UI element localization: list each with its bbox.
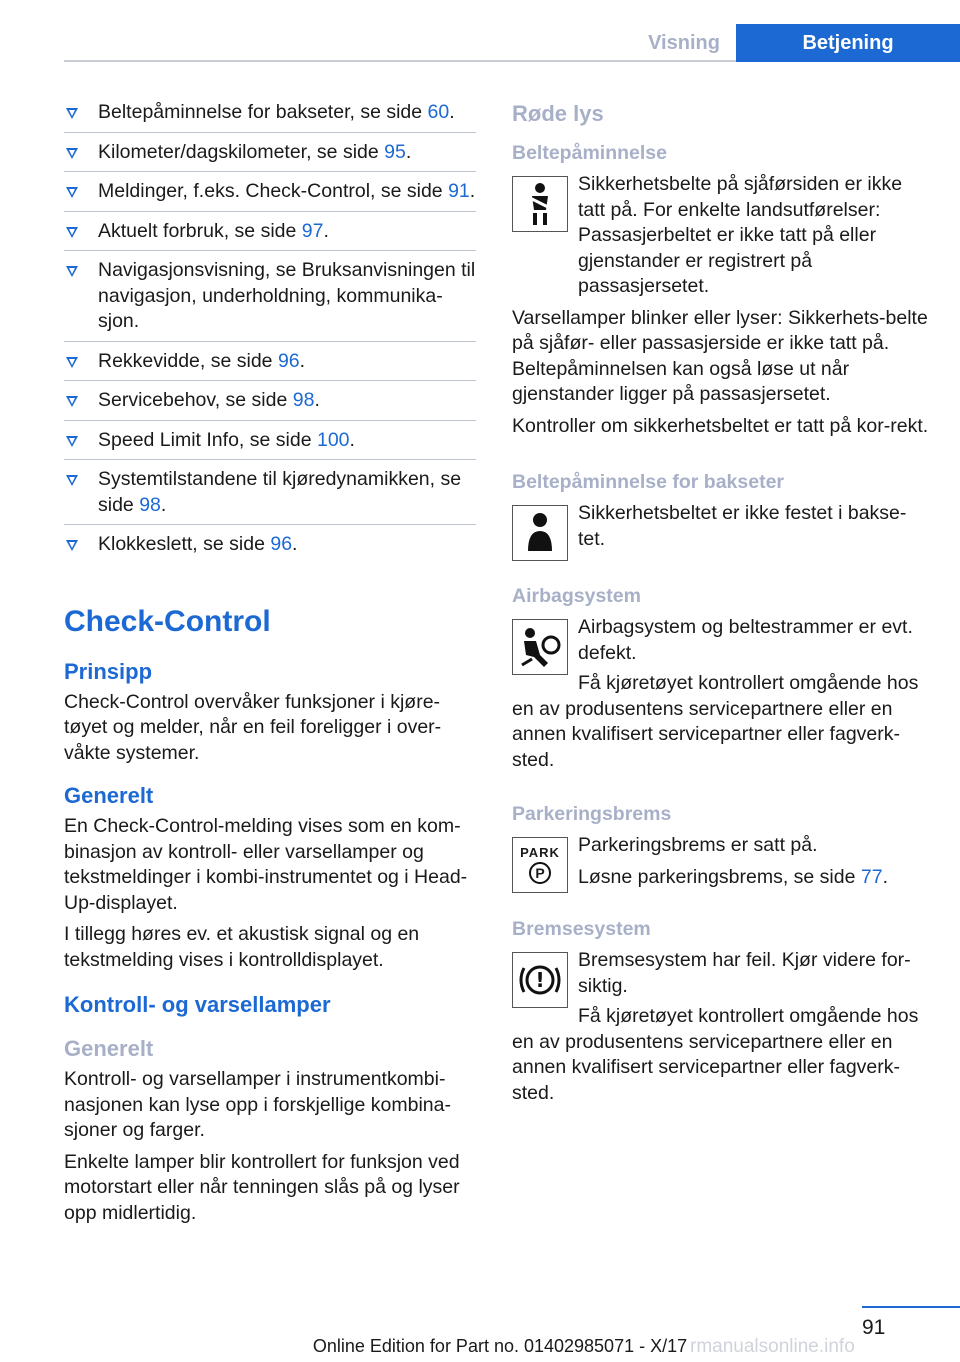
left-column xyxy=(64,100,476,1232)
heading-rode-lys: Røde lys xyxy=(512,101,604,126)
list-item: Klokkeslett, se side 96. xyxy=(64,532,476,564)
warning-row-brake-system xyxy=(512,948,932,1004)
warning-row-airbag xyxy=(512,615,932,671)
triangle-bullet-icon xyxy=(66,266,78,277)
list-item: Navigasjonsvisning, se Bruksanvisningen til navigasjon, underholdning, kommunika‐sjon. xyxy=(64,258,476,342)
paragraph: Bremsesystem har feil. Kjør videre for‐siktig. xyxy=(578,949,911,997)
section-title-check-control: Check-Control xyxy=(64,604,271,638)
page-number: 91 xyxy=(862,1316,886,1339)
paragraph: I tillegg høres ev. et akustisk signal og en tekstmelding vises i kontrolldisplayet. xyxy=(64,923,420,971)
warning-row-seatbelt xyxy=(512,172,932,300)
edition-text: Online Edition for Part no. 01402985071 - X/17 xyxy=(312,1336,688,1356)
parking-brake-icon: PARK P xyxy=(512,837,568,893)
page-link[interactable]: 60 xyxy=(427,101,450,123)
triangle-bullet-icon xyxy=(66,108,78,119)
rear-seatbelt-icon xyxy=(512,505,568,561)
bullet-list xyxy=(64,100,476,564)
list-item: Rekkevidde, se side 96. xyxy=(64,349,476,382)
heading-prinsipp: Prinsipp xyxy=(64,658,153,684)
heading-parkeringsbrems: Parkeringsbrems xyxy=(512,803,672,825)
warning-row-parking-brake xyxy=(512,833,932,890)
paragraph: Få kjøretøyet kontrollert omgående hos en av produsentens servicepartnere eller en annen kvalifisert servicepartner eller fagverk‐sted. xyxy=(512,672,919,771)
page-link[interactable]: 97 xyxy=(301,219,324,242)
heading-beltepaminnelse: Beltepåminnelse xyxy=(512,142,667,164)
heading-bremsesystem: Bremsesystem xyxy=(512,918,651,940)
triangle-bullet-icon xyxy=(66,227,78,238)
paragraph: En Check-Control-melding vises som en kom‐binasjon av kontroll- eller varsellamper og tekstmeldinger i kombi-instrumentet og i Head-Up-displayet. xyxy=(64,815,468,914)
list-item: Beltepåminnelse for bakseter, se side 60. xyxy=(64,100,476,133)
heading-generelt: Generelt xyxy=(64,783,154,808)
page-link[interactable]: 91 xyxy=(448,180,470,202)
list-item: Speed Limit Info, se side 100. xyxy=(64,428,476,461)
page-link[interactable]: 96 xyxy=(270,533,293,555)
heading-generelt-2: Generelt xyxy=(64,1036,154,1061)
paragraph: Varsellamper blinker eller lyser: Sikkerhets‐belte på sjåfør- eller passasjerside er ikke tatt på. Beltepåminnelsen kan også løse ut når gjenstander ligger på passasjersetet. xyxy=(512,306,928,405)
footer-rule xyxy=(862,1306,960,1308)
heading-beltepaminnelse-bakseter: Beltepåminnelse for bakseter xyxy=(512,471,785,493)
paragraph: Kontroller om sikkerhetsbeltet er tatt på kor‐rekt. xyxy=(512,414,929,437)
list-item: Servicebehov, se side 98. xyxy=(64,388,476,421)
seatbelt-warning-icon xyxy=(512,176,568,232)
paragraph: Få kjøretøyet kontrollert omgående hos en av produsentens servicepartnere eller en annen kvalifisert servicepartner eller fagverk‐sted. xyxy=(512,1005,919,1104)
list-item: Systemtilstandene til kjøredynamikken, se side 98. xyxy=(64,467,476,525)
triangle-bullet-icon xyxy=(66,148,78,159)
paragraph: Enkelte lamper blir kontrollert for funksjon ved motorstart eller når tenningen slås på og lyser opp midlertidig. xyxy=(64,1150,460,1224)
paragraph: Check-Control overvåker funksjoner i kjøre‐tøyet og melder, når en feil foreligger i over‐våkte systemer. xyxy=(64,690,442,764)
page-link[interactable]: 98 xyxy=(139,493,161,516)
paragraph: Løsne parkeringsbrems, se side 77. xyxy=(578,865,888,888)
tab-betjening[interactable]: Betjening xyxy=(736,24,960,62)
list-item: Kilometer/dagskilometer, se side 95. xyxy=(64,140,476,173)
brake-warning-icon xyxy=(512,952,568,1008)
page-link[interactable]: 96 xyxy=(277,349,300,372)
triangle-bullet-icon xyxy=(66,187,78,198)
heading-kontroll-varsellamper: Kontroll- og varsellamper xyxy=(64,992,331,1017)
triangle-bullet-icon xyxy=(66,540,78,551)
right-column xyxy=(512,100,932,1112)
paragraph: Parkeringsbrems er satt på. xyxy=(578,834,818,856)
list-item: Meldinger, f.eks. Check-Control, se side 91. xyxy=(64,179,476,212)
watermark: rmanualsonline.info xyxy=(690,1336,855,1357)
paragraph: Sikkerhetsbelte på sjåførsiden er ikke tatt på. For enkelte landsutførelser: Passasjerbeltet er ikke tatt på eller gjenstander er registrert på passasjersetet. xyxy=(578,173,903,297)
triangle-bullet-icon xyxy=(66,396,78,407)
airbag-icon xyxy=(512,619,568,675)
triangle-bullet-icon xyxy=(66,357,78,368)
page-link[interactable]: 98 xyxy=(292,389,315,411)
tab-visning[interactable]: Visning xyxy=(648,32,720,54)
svg-text:!: ! xyxy=(535,968,545,992)
triangle-bullet-icon xyxy=(66,436,78,447)
paragraph: Sikkerhetsbeltet er ikke festet i bakse‐tet. xyxy=(578,502,907,550)
list-item: Aktuelt forbruk, se side 97. xyxy=(64,219,476,252)
page-link[interactable]: 95 xyxy=(384,140,406,163)
triangle-bullet-icon xyxy=(66,475,78,486)
page-link[interactable]: 100 xyxy=(316,428,350,451)
page-link[interactable]: 77 xyxy=(860,865,883,888)
heading-airbagsystem: Airbagsystem xyxy=(512,585,641,607)
paragraph: Airbagsystem og beltestrammer er evt. defekt. xyxy=(578,616,913,664)
warning-row-rear-seatbelt xyxy=(512,501,932,557)
paragraph: Kontroll- og varsellamper i instrumentkombi‐nasjonen kan lyse opp i forskjellige kombina‐sjoner og farger. xyxy=(64,1068,451,1141)
